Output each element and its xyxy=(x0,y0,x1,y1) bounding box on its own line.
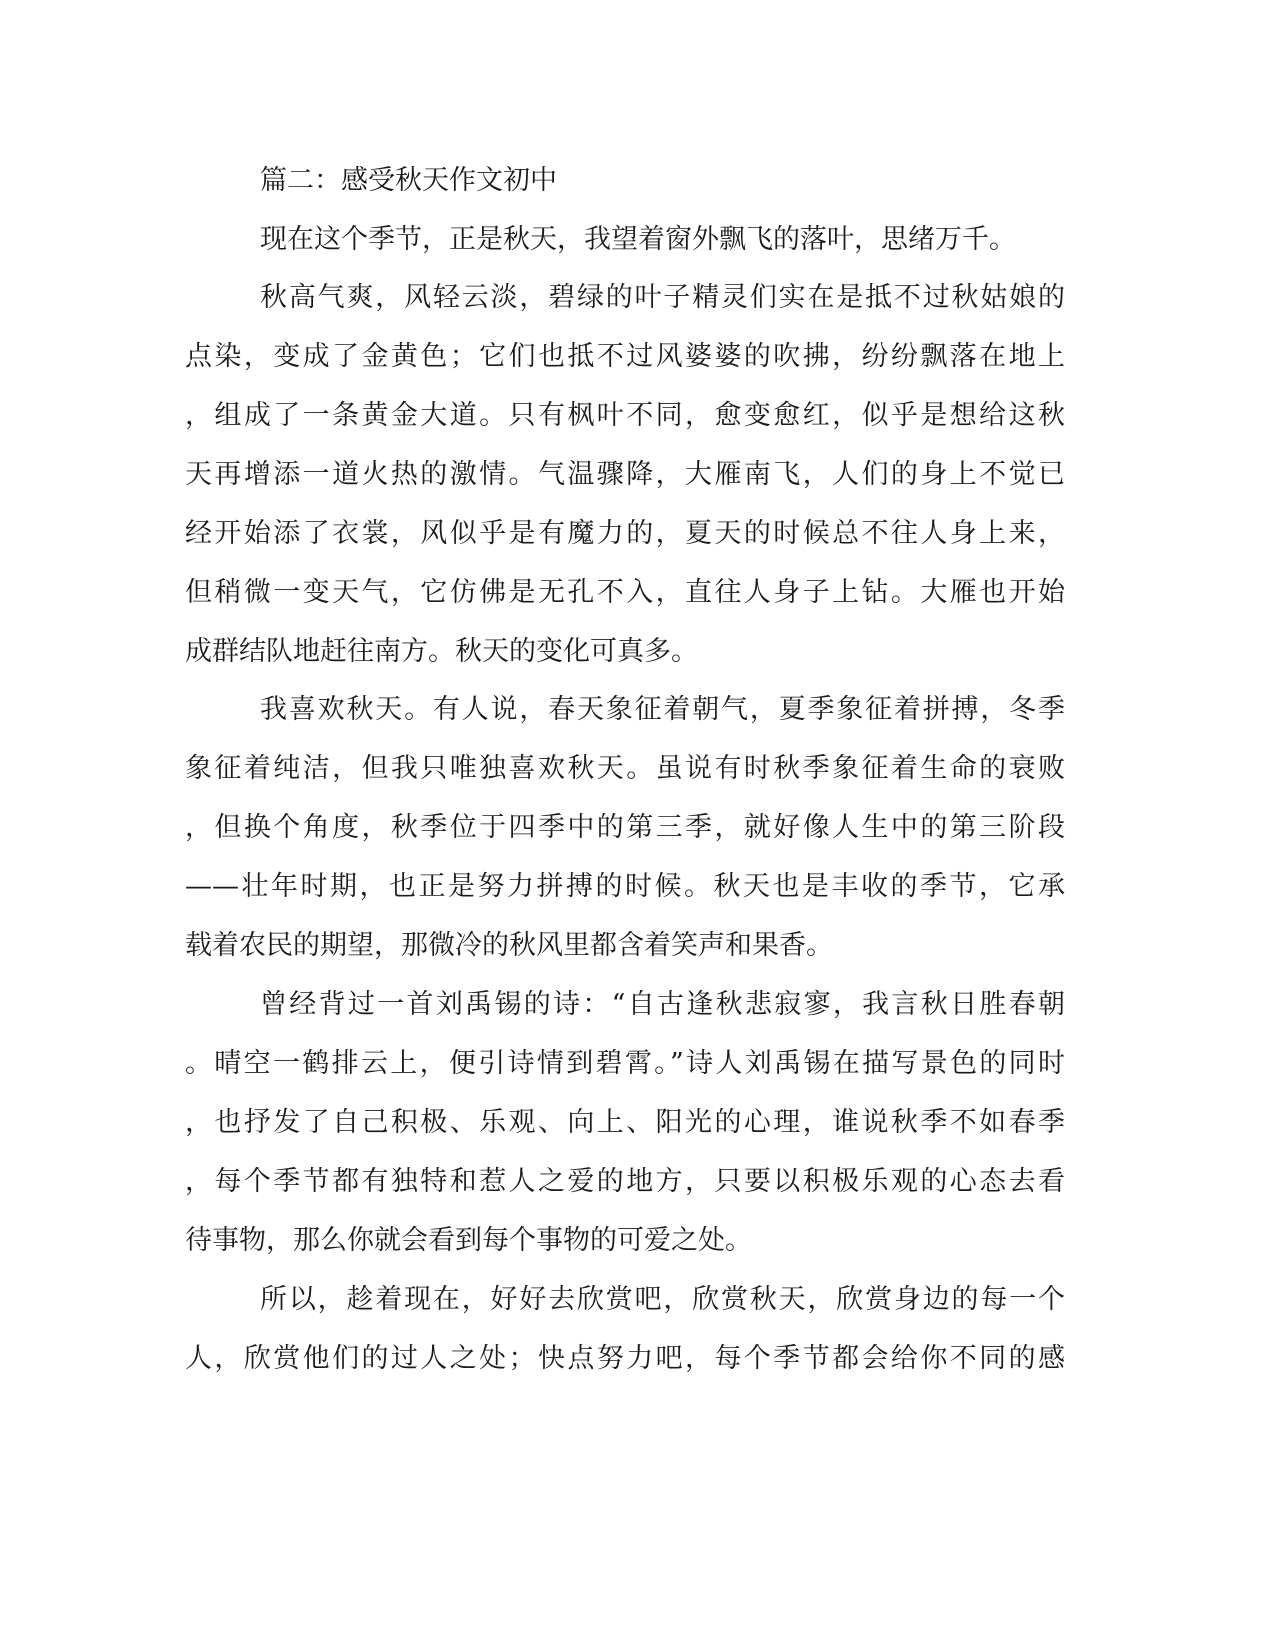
paragraph-2-line-7: 成群结队地赶往南方。秋天的变化可真多。 xyxy=(185,636,698,667)
paragraph-1-line-1: 现在这个季节，正是秋天，我望着窗外飘飞的落叶，思绪万千。 xyxy=(260,224,1016,255)
paragraph-4-line-2: 。晴空一鹤排云上，便引诗情到碧霄。”诗人刘禹锡在描写景色的同时 xyxy=(185,1048,1065,1079)
paragraph-3-line-5: 载着农民的期望，那微冷的秋风里都含着笑声和果香。 xyxy=(185,930,833,961)
essay-title: 篇二：感受秋天作文初中 xyxy=(260,165,557,196)
paragraph-2-line-6: 但稍微一变天气，它仿佛是无孔不入，直往人身子上钻。大雁也开始 xyxy=(185,577,1065,608)
paragraph-3-line-3: ，但换个角度，秋季位于四季中的第三季，就好像人生中的第三阶段 xyxy=(185,812,1065,843)
paragraph-3-line-2: 象征着纯洁，但我只唯独喜欢秋天。虽说有时秋季象征着生命的衰败 xyxy=(185,753,1065,784)
paragraph-2-line-3: ，组成了一条黄金大道。只有枫叶不同，愈变愈红，似乎是想给这秋 xyxy=(185,400,1065,431)
paragraph-4-line-4: ，每个季节都有独特和惹人之爱的地方，只要以积极乐观的心态去看 xyxy=(185,1166,1065,1197)
paragraph-4-line-3: ，也抒发了自己积极、乐观、向上、阳光的心理，谁说秋季不如春季 xyxy=(185,1107,1065,1138)
paragraph-3-line-1: 我喜欢秋天。有人说，春天象征着朝气，夏季象征着拼搏，冬季 xyxy=(260,694,1065,725)
paragraph-2-line-5: 经开始添了衣裳，风似乎是有魔力的，夏天的时候总不往人身上来， xyxy=(185,518,1065,549)
paragraph-2-line-4: 天再增添一道火热的激情。气温骤降，大雁南飞，人们的身上不觉已 xyxy=(185,459,1065,490)
paragraph-4-line-1: 曾经背过一首刘禹锡的诗：“自古逢秋悲寂寥，我言秋日胜春朝 xyxy=(260,989,1065,1020)
paragraph-5-line-2: 人，欣赏他们的过人之处；快点努力吧，每个季节都会给你不同的感 xyxy=(185,1343,1065,1374)
paragraph-2-line-1: 秋高气爽，风轻云淡，碧绿的叶子精灵们实在是抵不过秋姑娘的 xyxy=(260,282,1065,313)
paragraph-3-line-4: ——壮年时期，也正是努力拼搏的时候。秋天也是丰收的季节，它承 xyxy=(185,871,1065,902)
paragraph-4-line-5: 待事物，那么你就会看到每个事物的可爱之处。 xyxy=(185,1225,752,1256)
paragraph-5-line-1: 所以，趁着现在，好好去欣赏吧，欣赏秋天，欣赏身边的每一个 xyxy=(260,1284,1065,1315)
paragraph-2-line-2: 点染，变成了金黄色；它们也抵不过风婆婆的吹拂，纷纷飘落在地上 xyxy=(185,341,1065,372)
